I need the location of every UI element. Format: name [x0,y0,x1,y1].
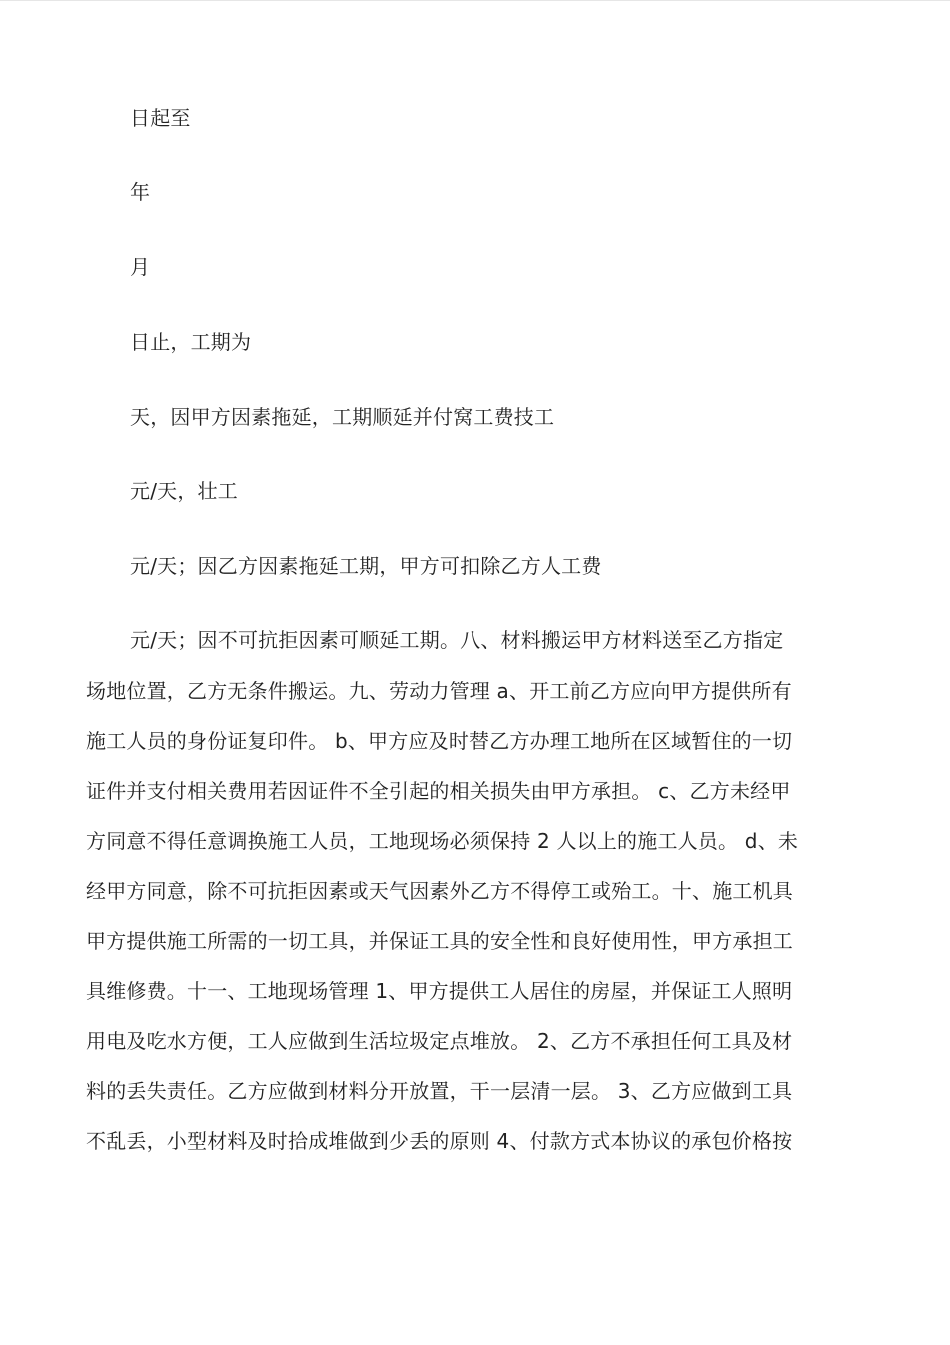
text-line-5: 天，因甲方因素拖延，工期顺延并付窝工费技工 [130,405,555,429]
text-line-16: 用电及吃水方便，工人应做到生活垃圾定点堆放。 2、乙方不承担任何工具及材 [86,1029,793,1053]
page-top-border [0,0,950,1]
text-line-17: 料的丢失责任。乙方应做到材料分开放置，干一层清一层。 3、乙方应做到工具 [86,1079,793,1103]
text-line-4: 日止，工期为 [130,330,252,354]
text-line-10: 施工人员的身份证复印件。 b、甲方应及时替乙方办理工地所在区域暂住的一切 [86,729,793,753]
text-line-13: 经甲方同意，除不可抗拒因素或天气因素外乙方不得停工或殆工。十、施工机具 [86,879,793,903]
text-line-14: 甲方提供施工所需的一切工具，并保证工具的安全性和良好使用性，甲方承担工 [86,929,793,953]
text-line-2: 年 [130,180,151,204]
text-line-7: 元/天；因乙方因素拖延工期，甲方可扣除乙方人工费 [130,554,602,578]
text-line-9: 场地位置，乙方无条件搬运。九、劳动力管理 a、开工前乙方应向甲方提供所有 [86,679,792,703]
text-line-15: 具维修费。十一、工地现场管理 1、甲方提供工人居住的房屋，并保证工人照明 [86,979,793,1003]
text-line-1: 日起至 [130,106,191,130]
text-line-6: 元/天，壮工 [130,479,238,503]
text-line-8: 元/天；因不可抗拒因素可顺延工期。八、材料搬运甲方材料送至乙方指定 [130,628,784,652]
text-line-18: 不乱丢，小型材料及时拾成堆做到少丢的原则 4、付款方式本协议的承包价格按 [86,1129,793,1153]
text-line-12: 方同意不得任意调换施工人员，工地现场必须保持 2 人以上的施工人员。 d、未 [86,829,799,853]
text-line-11: 证件并支付相关费用若因证件不全引起的相关损失由甲方承担。 c、乙方未经甲 [86,779,791,803]
text-line-3: 月 [130,255,151,279]
